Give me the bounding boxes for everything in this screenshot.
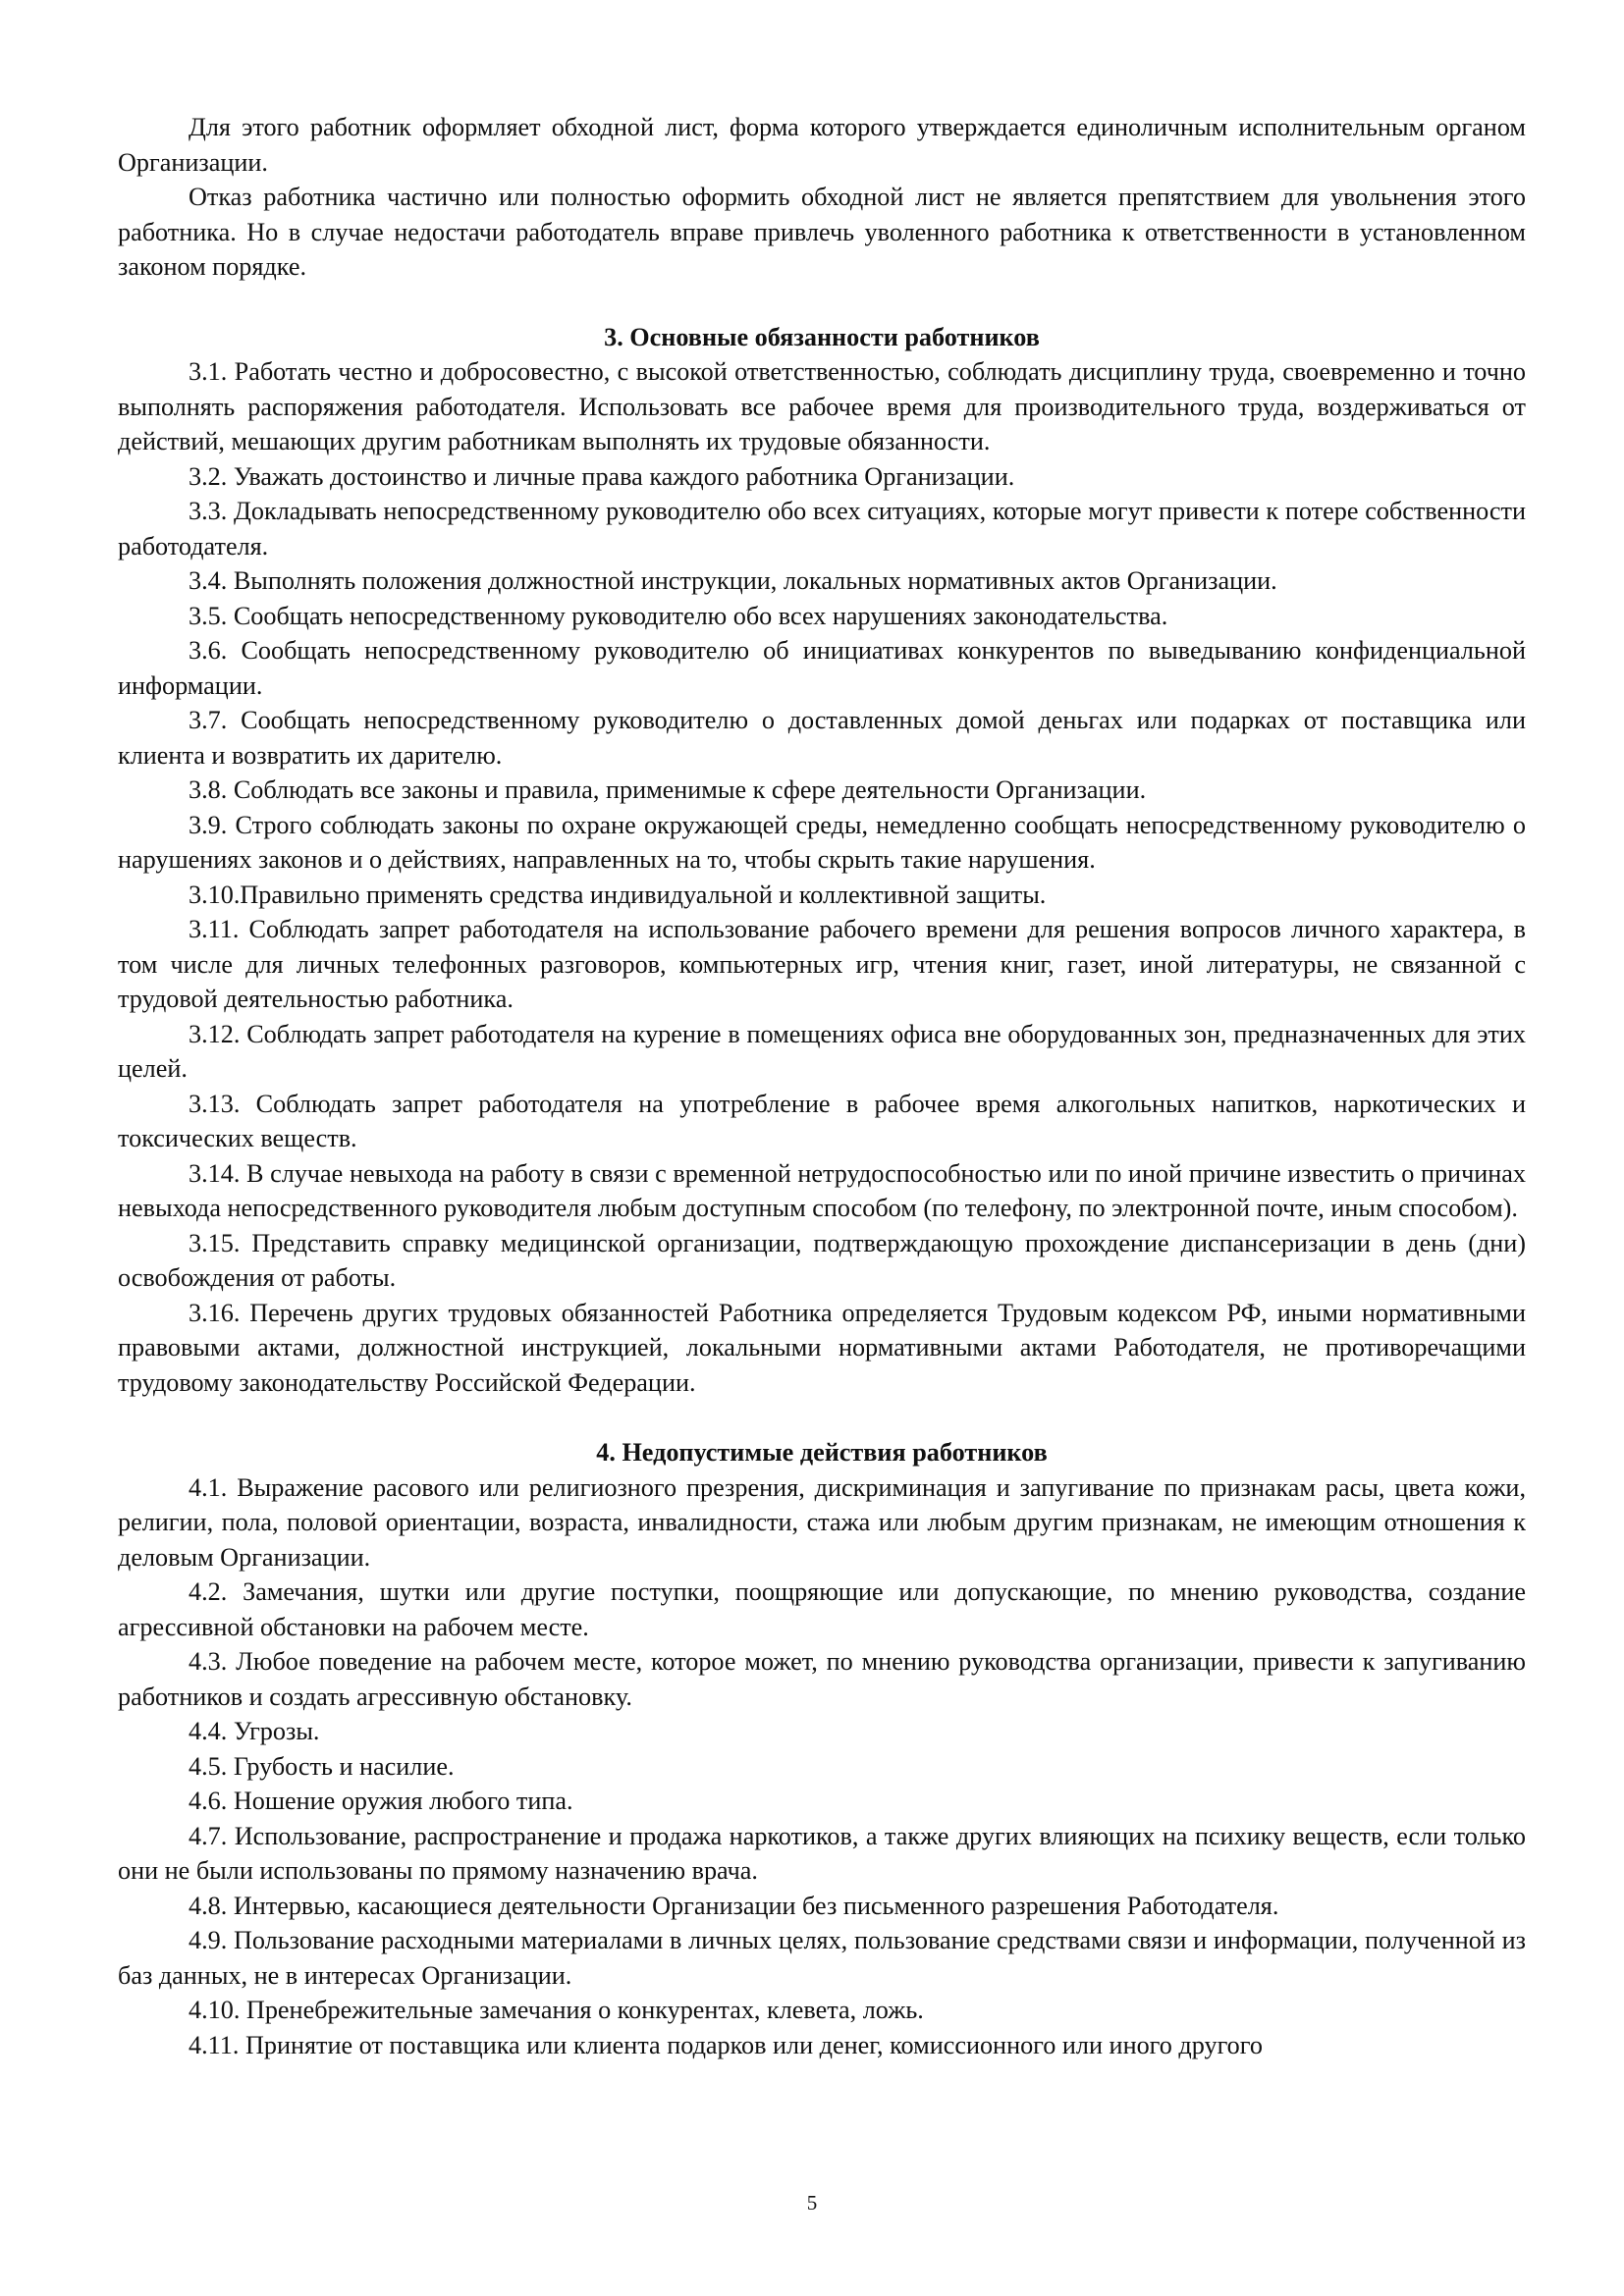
section-3-item: 3.6. Сообщать непосредственному руководителю об инициативах конкурентов по выведыванию конфиденциальной информации. [118,636,1526,700]
section-4-item: 4.4. Угрозы. [189,1717,320,1745]
section-4-heading: 4. Недопустимые действия работников [596,1438,1048,1467]
section-3-item: 3.11. Соблюдать запрет работодателя на использование рабочего времени для решения вопросов личного характера, в том числе для личных телефонных разговоров, компьютерных игр, чтения книг, газет, иной литературы, не связанной с трудовой деятельностью работника. [118,915,1526,1013]
section-3-item: 3.4. Выполнять положения должностной инструкции, локальных нормативных актов Организации. [189,566,1277,595]
section-4-item: 4.9. Пользование расходными материалами в личных целях, пользование средствами связи и информации, полученной из баз данных, не в интересах Организации. [118,1926,1526,1990]
section-3-item: 3.12. Соблюдать запрет работодателя на курение в помещениях офиса вне оборудованных зон, предназначенных для этих целей. [118,1019,1526,1083]
section-4-item: 4.5. Грубость и насилие. [189,1751,455,1781]
section-3-item: 3.1. Работать честно и добросовестно, с высокой ответственностью, соблюдать дисциплину труда, своевременно и точно выполнять распоряжения работодателя. Использовать все рабочее время для производительного труда, воздерживаться от действий, мешающих другим работникам выполнять их трудовые обязанности. [118,357,1526,455]
section-3-item: 3.10.Правильно применять средства индивидуальной и коллективной защиты. [189,880,1047,909]
section-4-item: 4.10. Пренебрежительные замечания о конкурентах, клевета, ложь. [189,1996,924,2024]
section-3-item: 3.15. Представить справку медицинской организации, подтверждающую прохождение диспансеризации в день (дни) освобождения от работы. [118,1228,1526,1292]
section-4-item: 4.11. Принятие от поставщика или клиента подарков или денег, комиссионного или иного другого [189,2030,1263,2059]
section-3-item: 3.9. Строго соблюдать законы по охране окружающей среды, немедленно сообщать непосредственному руководителю о нарушениях законов и о действиях, направленных на то, чтобы скрыть такие нарушения. [118,810,1526,874]
section-3-item: 3.14. В случае невыхода на работу в связи с временной нетрудоспособностью или по иной причине известить о причинах невыхода непосредственного руководителя любым доступным способом (по телефону, по электронной почте, иным способом). [118,1158,1526,1222]
section-3-item: 3.5. Сообщать непосредственному руководителю обо всех нарушениях законодательства. [189,601,1168,630]
section-3-item: 3.8. Соблюдать все законы и правила, применимые к сфере деятельности Организации. [189,775,1147,804]
section-3-item: 3.3. Докладывать непосредственному руководителю обо всех ситуациях, которые могут привести к потере собственности работодателя. [118,497,1526,561]
section-3-heading: 3. Основные обязанности работников [604,322,1040,351]
section-4-item: 4.1. Выражение расового или религиозного презрения, дискриминация и запугивание по признакам расы, цвета кожи, религии, пола, половой ориентации, возраста, инвалидности, стажа или любым другим признакам, не имеющим отношения к деловым Организации. [118,1472,1526,1572]
intro-paragraph: Отказ работника частично или полностью оформить обходной лист не является препятствием для увольнения этого работника. Но в случае недостачи работодатель вправе привлечь уволенного работника к ответственности в установленном законом порядке. [118,183,1526,281]
intro-paragraph: Для этого работник оформляет обходной лист, форма которого утверждается единоличным исполнительным органом Организации. [118,113,1526,177]
section-4-item: 4.6. Ношение оружия любого типа. [189,1787,573,1815]
section-3-item: 3.7. Сообщать непосредственному руководителю о доставленных домой деньгах или подарках от поставщика или клиента и возвратить их дарителю. [118,706,1526,770]
section-3-item: 3.2. Уважать достоинство и личные права каждого работника Организации. [189,461,1015,491]
section-3-item: 3.16. Перечень других трудовых обязанностей Работника определяется Трудовым кодексом РФ, иными нормативными правовыми актами, должностной инструкцией, локальными нормативными актами Работодателя, не противоречащими трудовому законодательству Российской Федерации. [118,1298,1526,1397]
document-page [118,110,1526,2062]
section-4-item: 4.3. Любое поведение на рабочем месте, которое может, по мнению руководства организации, привести к запугиванию работников и создать агрессивную обстановку. [118,1647,1526,1711]
section-3-item: 3.13. Соблюдать запрет работодателя на употребление в рабочее время алкогольных напитков, наркотических и токсических веществ. [118,1089,1526,1152]
section-4-item: 4.8. Интервью, касающиеся деятельности Организации без письменного разрешения Работодателя. [189,1891,1279,1920]
section-4-item: 4.7. Использование, распространение и продажа наркотиков, а также других влияющих на психику веществ, если только они не были использованы по прямому назначению врача. [118,1821,1526,1885]
page-number: 5 [806,2191,818,2215]
section-4-item: 4.2. Замечания, шутки или другие поступки, поощряющие или допускающие, по мнению руководства, создание агрессивной обстановки на рабочем месте. [118,1577,1526,1641]
